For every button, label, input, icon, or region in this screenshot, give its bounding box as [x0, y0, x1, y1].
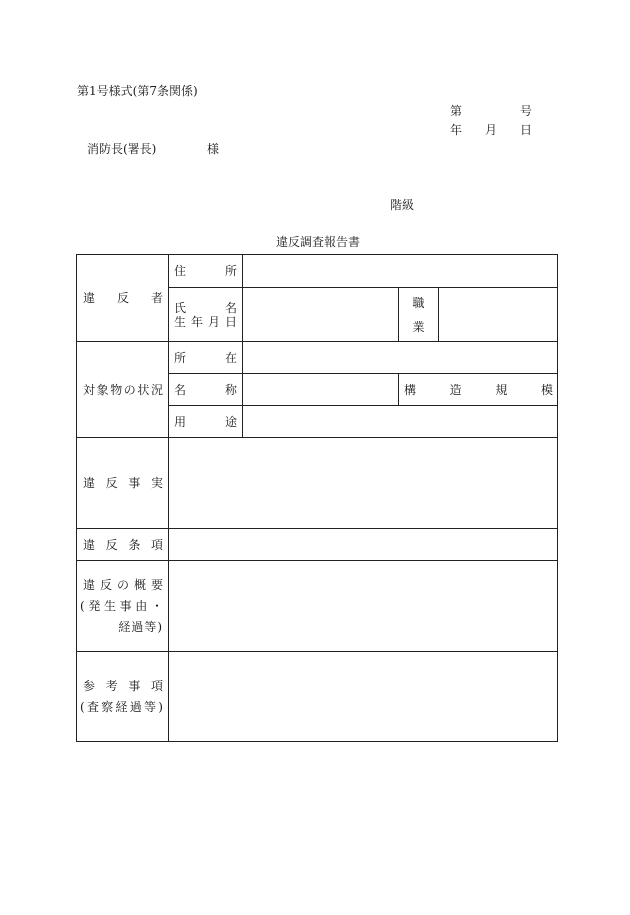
report-table: [76, 254, 558, 742]
violation-facts-label: 違 反 事 実: [83, 476, 163, 490]
reference-label-cell: [77, 652, 169, 742]
date-year: 年: [450, 123, 463, 137]
violation-facts-label-cell: [77, 438, 169, 529]
target-name-value[interactable]: [243, 374, 399, 406]
occupation-value[interactable]: [439, 288, 558, 342]
usage-label: 用 途: [174, 414, 237, 429]
address-value[interactable]: [243, 255, 558, 288]
target-name-label-cell: [169, 374, 243, 406]
reference-label: 参 考 事 項 ( 査 察 経 過 等 ): [80, 678, 163, 714]
page-title: 違反調査報告書: [276, 235, 361, 249]
structure-label-cell: [399, 374, 558, 406]
location-value[interactable]: [243, 342, 558, 374]
usage-label-cell: [169, 406, 243, 438]
violation-summary-row: [77, 561, 558, 652]
form-number: 第1号様式(第7条関係): [77, 84, 198, 98]
location-label: 所 在: [174, 350, 237, 365]
violation-summary-value[interactable]: [169, 561, 558, 652]
number-prefix: 第: [450, 104, 463, 118]
violation-summary-label-cell: [77, 561, 169, 652]
number-suffix: 号: [520, 104, 533, 118]
name-birth-label-cell: [169, 288, 243, 342]
violation-clauses-label-cell: [77, 529, 169, 561]
target-location-row: [77, 342, 558, 374]
occupation-label-cell: [399, 288, 439, 342]
target-name-label: 名 称: [174, 382, 237, 397]
address-label-cell: [169, 255, 243, 288]
violator-address-row: [77, 255, 558, 288]
structure-label: 構 造 規 模: [404, 382, 553, 397]
violation-facts-row: [77, 438, 558, 529]
usage-value[interactable]: [243, 406, 558, 438]
date-day: 日: [520, 123, 533, 137]
date-month: 月: [485, 123, 498, 137]
violation-clauses-value[interactable]: [169, 529, 558, 561]
name-birth-value[interactable]: [243, 288, 399, 342]
violator-label-cell: [77, 255, 169, 342]
reference-value[interactable]: [169, 652, 558, 742]
occupation-label: 職 業: [412, 295, 425, 334]
location-label-cell: [169, 342, 243, 374]
target-status-label-cell: [77, 342, 169, 438]
violation-clauses-row: [77, 529, 558, 561]
violation-summary-label: 違 反 の 概 要 ( 発 生 事 由 ・ 経過等): [80, 577, 163, 634]
name-label: 氏 名: [174, 300, 237, 315]
reference-row: [77, 652, 558, 742]
violation-clauses-label: 違 反 条 項: [83, 537, 163, 552]
addressee-honorific: 様: [207, 142, 220, 156]
rank-label: 階級: [390, 198, 415, 212]
target-status-label: 対 象 物 の 状 況: [83, 382, 163, 397]
violator-label: 違 反 者: [83, 291, 163, 305]
addressee-title: 消防長(署長): [87, 142, 157, 156]
violation-facts-value[interactable]: [169, 438, 558, 529]
birthdate-label: 生 年 月 日: [174, 314, 237, 329]
address-label: 住 所: [174, 264, 237, 278]
